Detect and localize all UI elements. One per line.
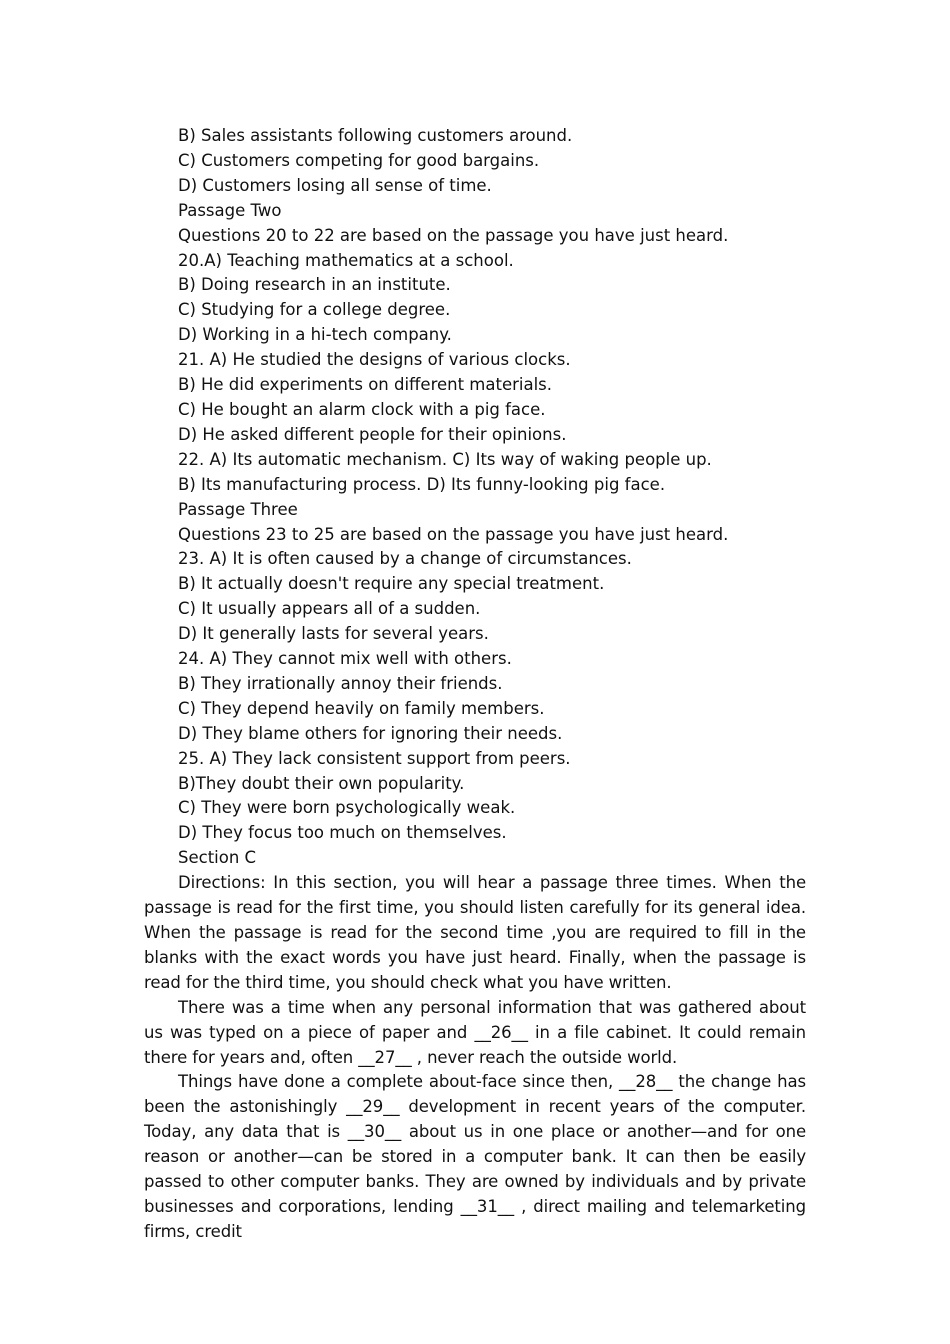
question-24-option-a: 24. A) They cannot mix well with others. [178, 649, 512, 669]
questions-23-25-instruction: Questions 23 to 25 are based on the passage you have just heard. [178, 524, 729, 544]
option-18d: D) Customers losing all sense of time. [178, 175, 492, 195]
document-page [144, 124, 806, 1245]
question-20-option-c: C) Studying for a college degree. [178, 300, 451, 320]
question-24-option-c: C) They depend heavily on family members. [178, 698, 545, 718]
passage-paragraph-2: Things have done a complete about-face since then, __28__ the change has been the astonishingly __29__ development in recent years of the computer. Today, any data that is __30__ about us in one place or another—and for one reason or another—can be stored in a computer bank. It can then be easily passed to other computer banks. They are owned by individuals and by private businesses and corporations, lending __31__ , direct mailing and telemarketing firms, credit [144, 1072, 806, 1241]
question-25-option-c: C) They were born psychologically weak. [178, 798, 516, 818]
option-18b: B) Sales assistants following customers around. [178, 126, 573, 145]
question-25-option-b: B)They doubt their own popularity. [178, 773, 465, 793]
question-23-option-a: 23. A) It is often caused by a change of circumstances. [178, 549, 632, 569]
question-20-option-b: B) Doing research in an institute. [178, 275, 451, 295]
question-20-option-d: D) Working in a hi-tech company. [178, 325, 452, 345]
questions-20-22-instruction: Questions 20 to 22 are based on the passage you have just heard. [178, 225, 729, 245]
question-22-options-a-c: 22. A) Its automatic mechanism. C) Its way of waking people up. [178, 449, 712, 469]
question-25-option-d: D) They focus too much on themselves. [178, 823, 507, 843]
question-22-options-b-d: B) Its manufacturing process. D) Its funny-looking pig face. [178, 474, 666, 494]
question-23-option-b: B) It actually doesn't require any special treatment. [178, 574, 605, 594]
question-21-option-c: C) He bought an alarm clock with a pig face. [178, 399, 546, 419]
question-20-option-a: 20.A) Teaching mathematics at a school. [178, 250, 514, 270]
passage-paragraph-1: There was a time when any personal information that was gathered about us was typed on a piece of paper and __26__ in a file cabinet. It could remain there for years and, often __27__ , never reach the outside world. [144, 997, 806, 1067]
question-21-option-b: B) He did experiments on different materials. [178, 375, 553, 395]
question-24-option-b: B) They irrationally annoy their friends. [178, 673, 503, 693]
directions-paragraph: Directions: In this section, you will hear a passage three times. When the passage is read for the first time, you should listen carefully for its general idea. When the passage is read for the second time ,you are required to fill in the blanks with the exact words you have just heard. Finally, when the passage is read for the third time, you should check what you have written. [144, 873, 806, 992]
question-25-option-a: 25. A) They lack consistent support from peers. [178, 748, 571, 768]
question-24-option-d: D) They blame others for ignoring their needs. [178, 723, 563, 743]
passage-three-heading: Passage Three [178, 499, 298, 519]
question-21-option-d: D) He asked different people for their opinions. [178, 424, 567, 444]
passage-two-heading: Passage Two [178, 200, 282, 220]
question-23-option-c: C) It usually appears all of a sudden. [178, 599, 481, 619]
question-21-option-a: 21. A) He studied the designs of various clocks. [178, 350, 571, 370]
question-23-option-d: D) It generally lasts for several years. [178, 624, 489, 644]
section-c-heading: Section C [178, 848, 257, 868]
option-18c: C) Customers competing for good bargains. [178, 150, 540, 170]
